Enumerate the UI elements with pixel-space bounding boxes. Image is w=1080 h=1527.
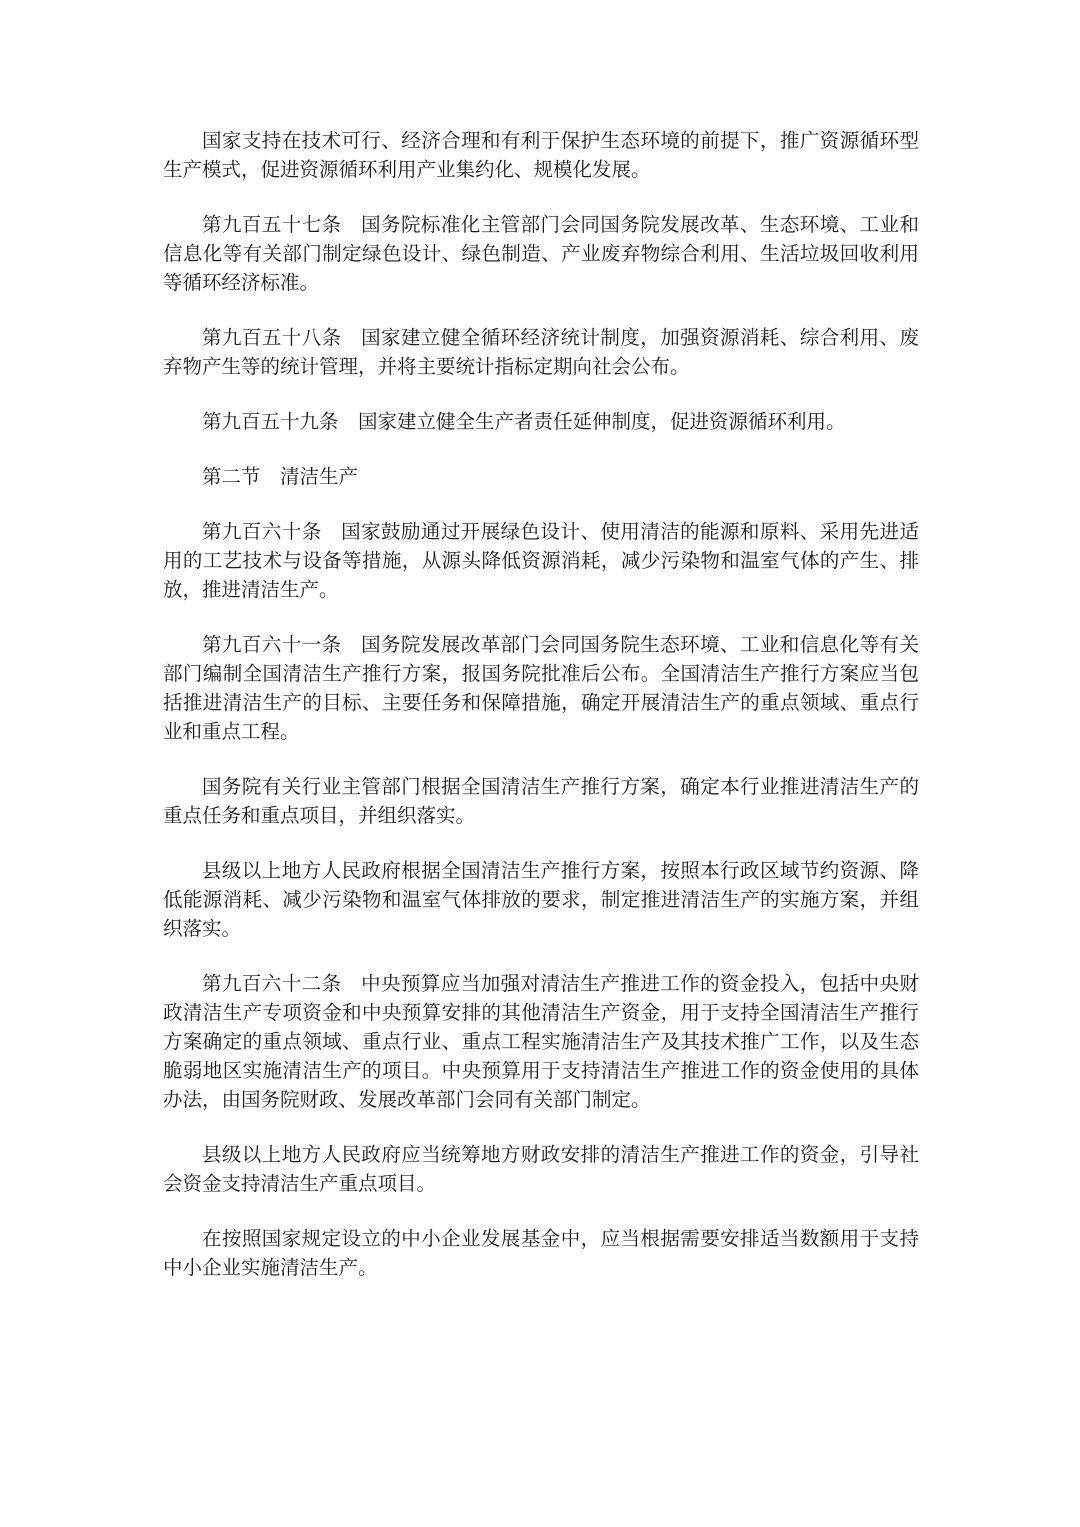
article-text: 国家建立健全生产者责任延伸制度，促进资源循环利用。 bbox=[358, 410, 846, 433]
article-text: 国家鼓励通过开展绿色设计、使用清洁的能源和原料、采用先进适用的工艺技术与设备等措施，从源头降低资源消耗，减少污染物和温室气体的产生、排放，推进清洁生产。 bbox=[163, 520, 919, 601]
article-number: 第九百六十二条 bbox=[202, 972, 342, 995]
article-text: 中央预算应当加强对清洁生产推进工作的资金投入，包括中央财政清洁生产专项资金和中央预算安排的其他清洁生产资金，用于支持全国清洁生产推行方案确定的重点领域、重点行业、重点工程实施清洁生产及其技术推广工作，以及生态脆弱地区实施清洁生产的项目。中央预算用于支持清洁生产推进工作的资金使用的具体办法，由国务院财政、发展改革部门会同有关部门制定。 bbox=[163, 972, 919, 1111]
article-961 bbox=[163, 630, 919, 746]
article-959 bbox=[163, 407, 919, 436]
section-number: 第二节 bbox=[202, 465, 261, 488]
paragraph-text: 县级以上地方人民政府根据全国清洁生产推行方案，按照本行政区域节约资源、降低能源消耗、减少污染物和温室气体排放的要求，制定推进清洁生产的实施方案，并组织落实。 bbox=[163, 859, 919, 940]
article-text: 国务院标准化主管部门会同国务院发展改革、生态环境、工业和信息化等有关部门制定绿色设计、绿色制造、产业废弃物综合利用、生活垃圾回收利用等循环经济标准。 bbox=[163, 213, 919, 294]
article-text: 国家建立健全循环经济统计制度，加强资源消耗、综合利用、废弃物产生等的统计管理，并将主要统计指标定期向社会公布。 bbox=[163, 326, 919, 378]
document-body bbox=[163, 126, 919, 1308]
section-heading-clean-production bbox=[163, 462, 919, 491]
paragraph-local-government-plan bbox=[163, 856, 919, 943]
paragraph-text: 国家支持在技术可行、经济合理和有利于保护生态环境的前提下，推广资源循环型生产模式，促进资源循环利用产业集约化、规模化发展。 bbox=[163, 129, 919, 181]
paragraph-text: 在按照国家规定设立的中小企业发展基金中，应当根据需要安排适当数额用于支持中小企业实施清洁生产。 bbox=[163, 1227, 919, 1279]
section-title: 清洁生产 bbox=[280, 465, 359, 488]
article-number: 第九百五十八条 bbox=[202, 326, 342, 349]
article-958 bbox=[163, 323, 919, 381]
paragraph-text: 县级以上地方人民政府应当统筹地方财政安排的清洁生产推进工作的资金，引导社会资金支持清洁生产重点项目。 bbox=[163, 1143, 919, 1195]
paragraph-sme-fund bbox=[163, 1224, 919, 1282]
article-957 bbox=[163, 210, 919, 297]
article-number: 第九百六十一条 bbox=[202, 633, 342, 656]
article-960 bbox=[163, 517, 919, 604]
article-number: 第九百五十七条 bbox=[202, 213, 342, 236]
article-text: 国务院发展改革部门会同国务院生态环境、工业和信息化等有关部门编制全国清洁生产推行方案，报国务院批准后公布。全国清洁生产推行方案应当包括推进清洁生产的目标、主要任务和保障措施，确定开展清洁生产的重点领域、重点行业和重点工程。 bbox=[163, 633, 919, 743]
paragraph-resource-recycling-support bbox=[163, 126, 919, 184]
paragraph-local-funding bbox=[163, 1140, 919, 1198]
paragraph-industry-departments bbox=[163, 772, 919, 830]
article-number: 第九百五十九条 bbox=[202, 410, 339, 433]
article-962 bbox=[163, 969, 919, 1114]
paragraph-text: 国务院有关行业主管部门根据全国清洁生产推行方案，确定本行业推进清洁生产的重点任务和重点项目，并组织落实。 bbox=[163, 775, 919, 827]
article-number: 第九百六十条 bbox=[202, 520, 322, 543]
